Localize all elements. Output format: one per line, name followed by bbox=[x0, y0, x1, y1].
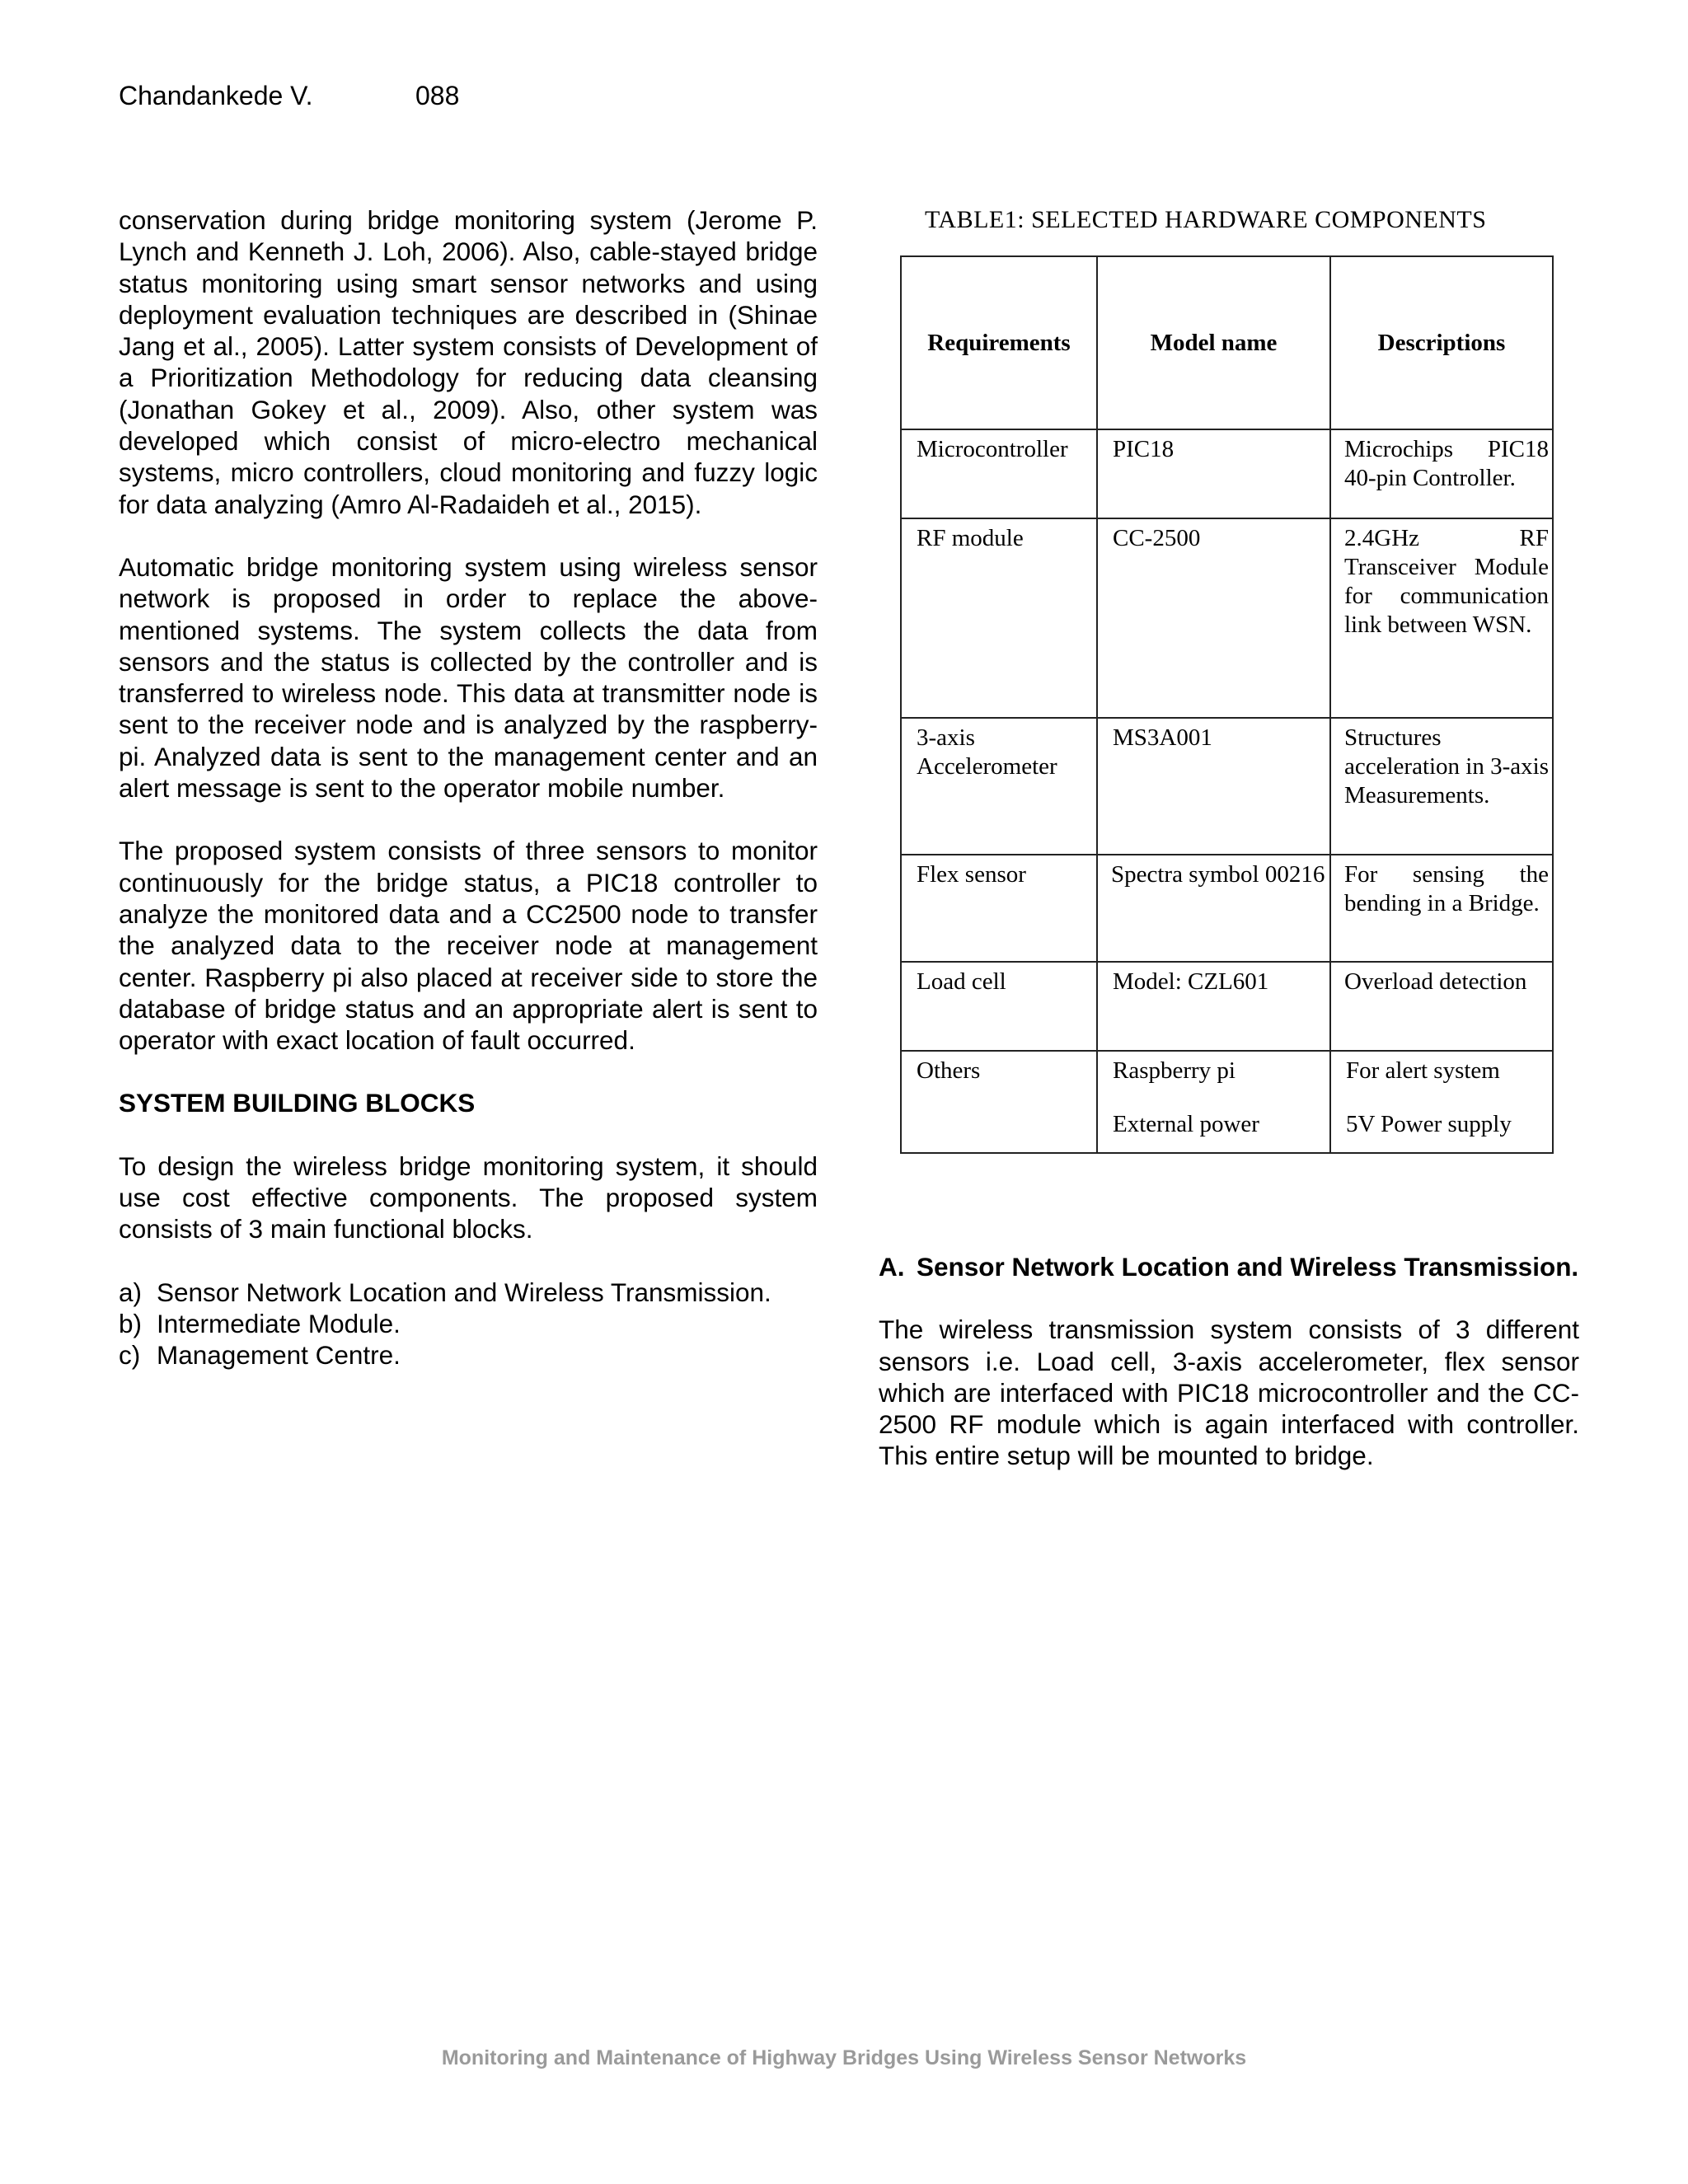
table-caption: TABLE1: SELECTED HARDWARE COMPONENTS bbox=[925, 206, 1487, 233]
list-text: Intermediate Module. bbox=[157, 1308, 401, 1338]
model-cell: Spectra symbol 00216 bbox=[1097, 855, 1330, 962]
list-text: Sensor Network Location and Wireless Transmission. bbox=[157, 1277, 771, 1307]
table-row bbox=[901, 1051, 1553, 1153]
requirement-cell: Load cell bbox=[901, 962, 1097, 1051]
table-row bbox=[901, 518, 1553, 718]
list-marker: b) bbox=[119, 1308, 143, 1338]
page-header bbox=[119, 79, 459, 112]
body-paragraph: Automatic bridge monitoring system using wireless sensor network is proposed in order to replace the above-mentioned systems. The system collects the data from sensors and the status is collected by the controller and is transferred to wireless node. This data at transmitter node is sent to the receiver node and is analyzed by the raspberry-pi. Analyzed data is sent to the management center and an alert message is sent to the operator mobile number. bbox=[119, 551, 818, 804]
model-cell: Model: CZL601 bbox=[1097, 962, 1330, 1051]
description-cell: Overload detection bbox=[1330, 962, 1553, 1051]
left-column bbox=[119, 204, 818, 1371]
body-paragraph: The proposed system consists of three sensors to monitor continuously for the bridge status, a PIC18 controller to analyze the monitored data and a CC2500 node to transfer the analyzed data to the receiver node at management center. Raspberry pi also placed at receiver side to store the database of bridge status and an appropriate alert is sent to operator with exact location of fault occurred. bbox=[119, 836, 818, 1056]
list-marker: a) bbox=[119, 1277, 143, 1307]
column-header: Requirements bbox=[901, 256, 1097, 429]
body-paragraph: conservation during bridge monitoring system (Jerome P. Lynch and Kenneth J. Loh, 2006). Also, cable-stayed bridge status monitoring using smart sensor networks and using deployment evaluation techniques are described in (Shinae Jang et al., 2005). Latter system consists of Development of a Prioritization Methodology for reducing data cleansing (Jonathan Gokey et al., 2009). Also, other system was developed which consist of micro-electro mechanical systems, micro controllers, cloud monitoring and fuzzy logic for data analyzing (Amro Al-Radaideh et al., 2015). bbox=[119, 205, 818, 519]
description-cell bbox=[1330, 1051, 1553, 1153]
model-cell: MS3A001 bbox=[1097, 718, 1330, 855]
model-line: External power bbox=[1113, 1111, 1259, 1137]
list-item bbox=[119, 1308, 818, 1339]
subsection-title: Sensor Network Location and Wireless Transmission. bbox=[917, 1252, 1579, 1282]
description-cell: 2.4GHz RF Transceiver Module for communication link between WSN. bbox=[1330, 518, 1553, 718]
model-cell: PIC18 bbox=[1097, 429, 1330, 518]
running-footer: Monitoring and Maintenance of Highway Bridges Using Wireless Sensor Networks bbox=[441, 2046, 1247, 2069]
body-paragraph: The wireless transmission system consists of 3 different sensors i.e. Load cell, 3-axis accelerometer, flex sensor which are interfaced with PIC18 microcontroller and the CC-2500 RF module which is again interfaced with controller. This entire setup will be mounted to bridge. bbox=[879, 1315, 1579, 1471]
list-item bbox=[119, 1339, 818, 1371]
description-cell: Microchips PIC18 40-pin Controller. bbox=[1330, 429, 1553, 518]
column-header: Descriptions bbox=[1330, 256, 1553, 429]
table-row bbox=[901, 429, 1553, 518]
list-marker: c) bbox=[119, 1340, 141, 1371]
model-cell: CC-2500 bbox=[1097, 518, 1330, 718]
description-line: For alert system bbox=[1346, 1057, 1500, 1084]
model-cell bbox=[1097, 1051, 1330, 1153]
functional-blocks-list bbox=[119, 1277, 818, 1371]
right-column bbox=[879, 1251, 1579, 1503]
body-paragraph: To design the wireless bridge monitoring system, it should use cost effective components. The proposed system consists of 3 main functional blocks. bbox=[119, 1151, 818, 1244]
author-name: Chandankede V. bbox=[119, 81, 313, 110]
requirement-cell: Microcontroller bbox=[901, 429, 1097, 518]
list-item bbox=[119, 1277, 818, 1308]
table-row bbox=[901, 718, 1553, 855]
requirement-cell: RF module bbox=[901, 518, 1097, 718]
page-number: 088 bbox=[415, 81, 460, 110]
subsection-heading bbox=[879, 1251, 1579, 1282]
hardware-components-table bbox=[900, 255, 1554, 1154]
subsection-marker: A. bbox=[879, 1252, 905, 1282]
list-text: Management Centre. bbox=[157, 1340, 401, 1371]
column-header: Model name bbox=[1097, 256, 1330, 429]
requirement-cell: Flex sensor bbox=[901, 855, 1097, 962]
requirement-cell: Others bbox=[901, 1051, 1097, 1153]
description-cell: Structures acceleration in 3-axis Measurements. bbox=[1330, 718, 1553, 855]
model-line: Raspberry pi bbox=[1113, 1057, 1236, 1084]
table-row bbox=[901, 855, 1553, 962]
section-heading: SYSTEM BUILDING BLOCKS bbox=[119, 1088, 476, 1118]
description-line: 5V Power supply bbox=[1346, 1111, 1512, 1137]
table-row bbox=[901, 962, 1553, 1051]
description-cell: For sensing the bending in a Bridge. bbox=[1330, 855, 1553, 962]
requirement-cell: 3-axis Accelerometer bbox=[901, 718, 1097, 855]
table-header-row bbox=[901, 256, 1553, 429]
